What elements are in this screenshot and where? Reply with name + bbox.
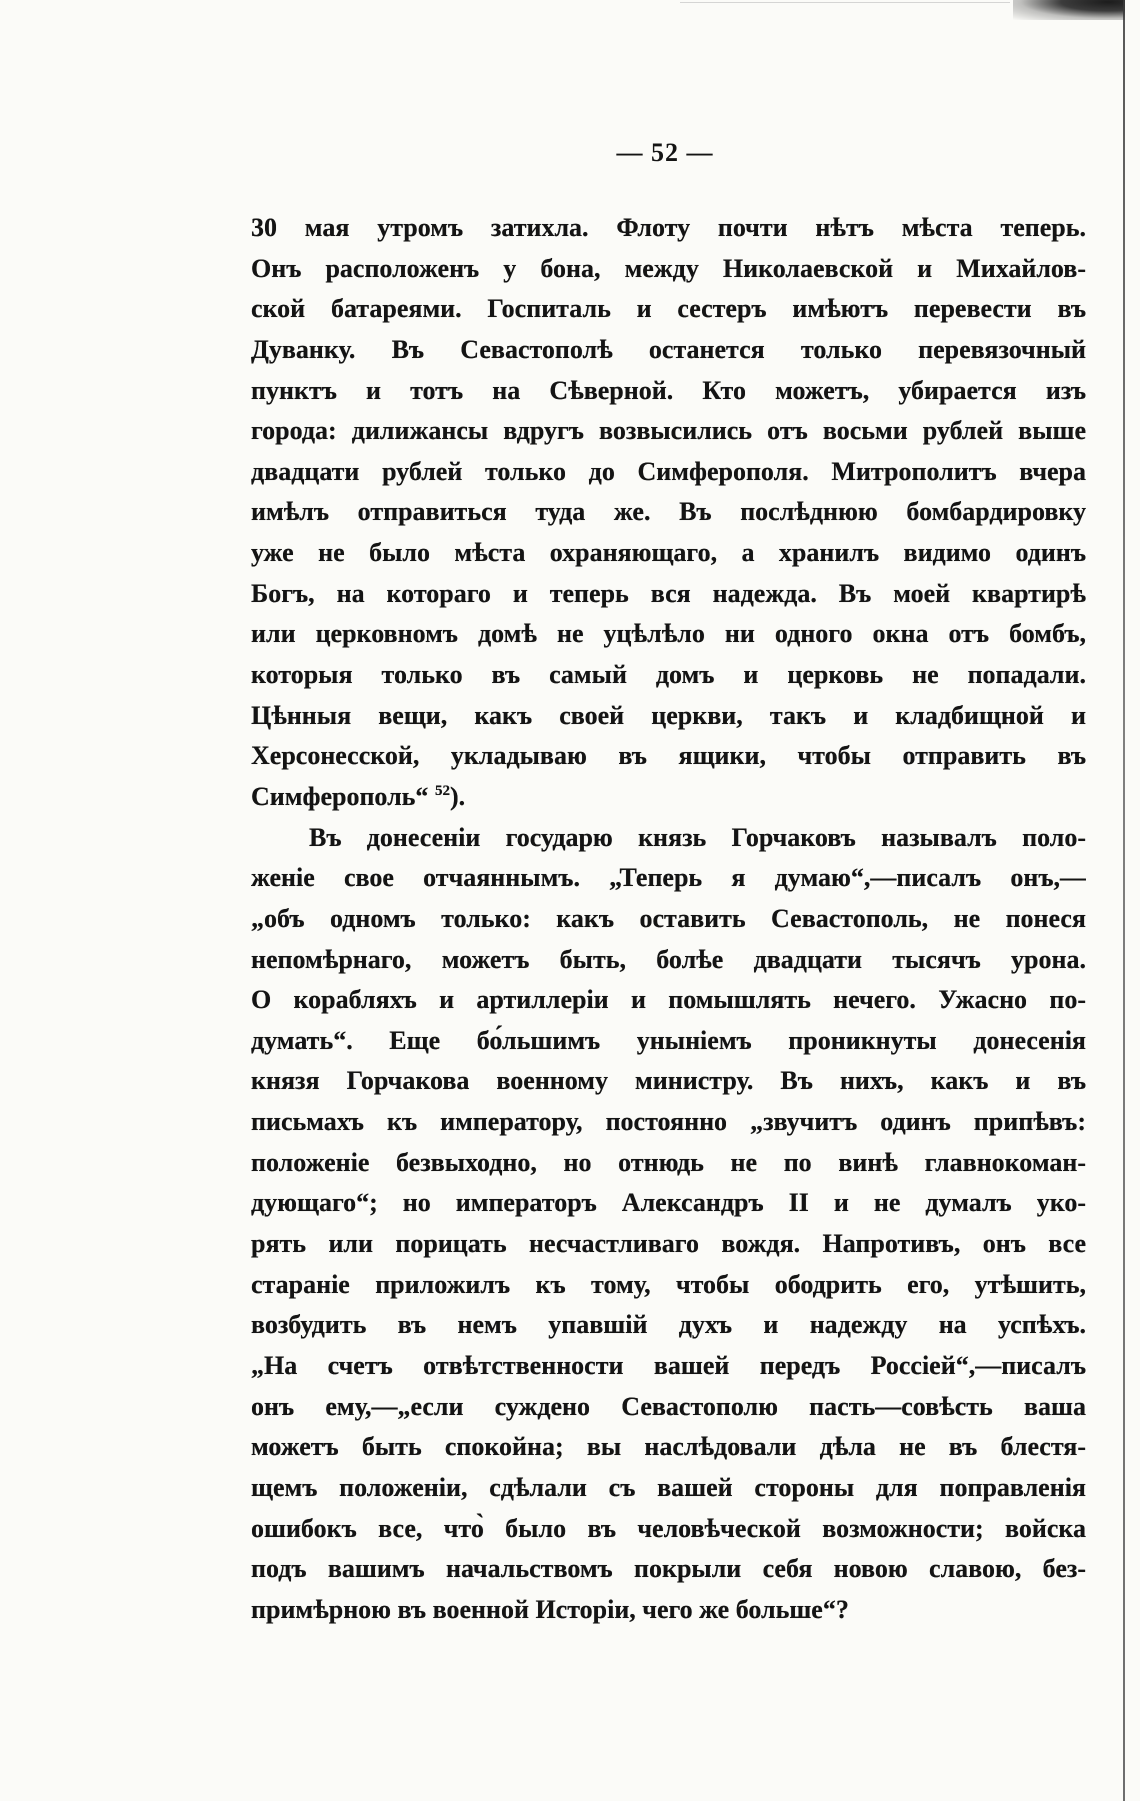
text-line: стараніе приложилъ къ тому, чтобы ободрить его, утѣшить, — [251, 1269, 1086, 1299]
text-line: Въ донесеніи государю князь Горчаковъ называлъ поло- — [309, 822, 1086, 852]
text-line: 30 мая утромъ затихла. Флоту почти нѣтъ мѣста теперь. — [251, 213, 1086, 242]
text-line: Херсонесской, укладываю въ ящики, чтобы отправить въ — [251, 741, 1086, 771]
text-line: князя Горчакова военному министру. Въ нихъ, какъ и въ — [251, 1066, 1086, 1096]
text-line: города: дилижансы вдругъ возвысились отъ восьми рублей выше — [251, 416, 1086, 446]
text-line: подъ вашимъ начальствомъ покрыли себя новою славою, без- — [251, 1554, 1086, 1584]
closing-tail: ). — [449, 781, 466, 811]
paragraph — [251, 818, 1086, 1631]
paragraph — [251, 208, 1086, 818]
text-line: письмахъ къ императору, постоянно „звучитъ одинъ припѣвъ: — [251, 1107, 1086, 1137]
text-line: Богъ, на котораго и теперь вся надежда. Въ моей квартирѣ — [251, 578, 1086, 608]
text-line: „На счетъ отвѣтственности вашей передъ Россіей“,—писалъ — [251, 1350, 1086, 1380]
text-line: можетъ быть спокойна; вы наслѣдовали дѣла не въ блестя- — [251, 1432, 1086, 1462]
text-line: ошибокъ все, что̀ было въ человѣческой возможности; войска — [251, 1513, 1086, 1543]
text-line: думать“. Еще бо́льшимъ уныніемъ проникнуты донесенія — [251, 1025, 1086, 1055]
text-line: ской батареями. Госпиталь и сестеръ имѣютъ перевести въ — [251, 294, 1086, 324]
scan-edge-top — [680, 2, 1010, 3]
scan-edge-smudge — [1013, 0, 1125, 20]
text-line: уже не было мѣста охраняющаго, а хранилъ видимо одинъ — [251, 538, 1086, 568]
text-line: двадцати рублей только до Симферополя. Митрополитъ вчера — [251, 456, 1086, 486]
text-line: которыя только въ самый домъ и церковь не попадали. — [251, 660, 1086, 690]
text-line: примѣрною въ военной Исторіи, чего же больше“? — [251, 1594, 849, 1624]
text-line: женіе свое отчаяннымъ. „Теперь я думаю“,—писалъ онъ,— — [251, 863, 1086, 893]
text-line: дующаго“; но императоръ Александръ II и не думалъ уко- — [251, 1188, 1086, 1218]
closing-text: Симферополь“ — [251, 781, 435, 811]
text-line: Дуванку. Въ Севастополѣ останется только перевязочный — [251, 334, 1086, 364]
text-line: имѣлъ отправиться туда же. Въ послѣднюю бомбардировку — [251, 497, 1086, 527]
text-line: положеніе безвыходно, но отнюдь не по винѣ главнокоман- — [251, 1147, 1086, 1177]
footnote-ref: 52 — [434, 782, 450, 799]
text-line: пунктъ и тотъ на Сѣверной. Кто можетъ, убирается изъ — [251, 375, 1086, 405]
text-line: „объ одномъ только: какъ оставить Севастополь, не понеся — [251, 903, 1086, 933]
scan-edge-line — [1123, 0, 1125, 1801]
text-line: непомѣрнаго, можетъ быть, болѣе двадцати тысячъ урона. — [251, 944, 1086, 974]
page-body — [251, 208, 1086, 1630]
text-line: О корабляхъ и артиллеріи и помышлять нечего. Ужасно по- — [251, 985, 1086, 1015]
text-line: щемъ положеніи, сдѣлали съ вашей стороны для поправленія — [251, 1472, 1086, 1502]
text-line: возбудить въ немъ упавшій духъ и надежду на успѣхъ. — [251, 1310, 1086, 1340]
text-line: или церковномъ домѣ не уцѣлѣло ни одного окна отъ бомбъ, — [251, 619, 1086, 649]
page-number: — 52 — — [616, 138, 714, 167]
text-line: онъ ему,—„если суждено Севастополю пасть—совѣсть ваша — [251, 1391, 1086, 1421]
text-line: Цѣнныя вещи, какъ своей церкви, такъ и кладбищной и — [251, 700, 1086, 730]
text-line: Онъ расположенъ у бона, между Николаевской и Михайлов- — [251, 253, 1086, 283]
text-line: рять или порицать несчастливаго вождя. Напротивъ, онъ все — [251, 1229, 1086, 1259]
text-line-closing — [251, 777, 1086, 818]
